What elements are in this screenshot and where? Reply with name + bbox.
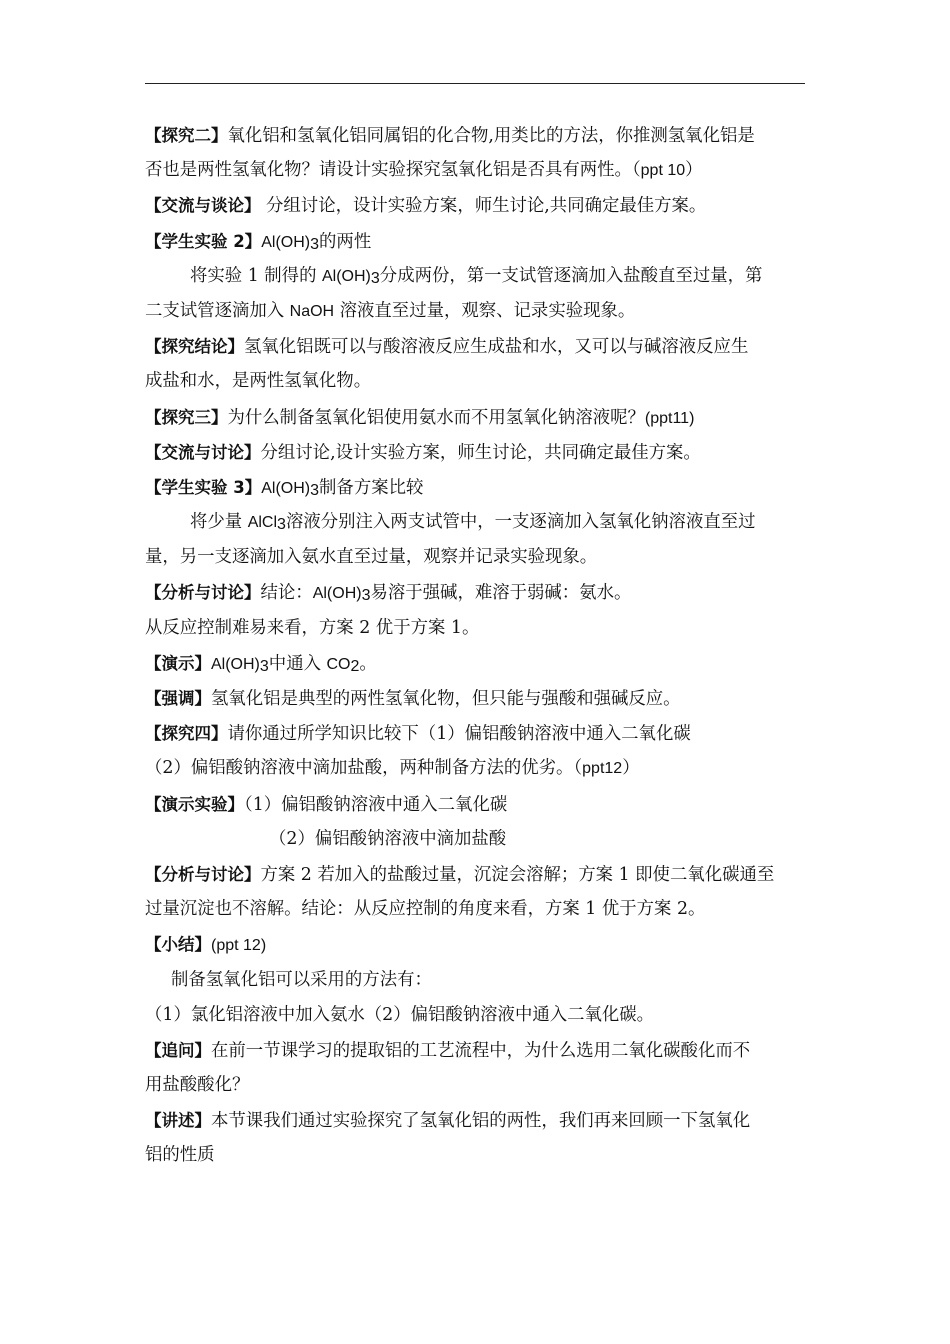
line-text: 在前一节课学习的提取铝的工艺流程中，为什么选用二氧化碳酸化而不 xyxy=(211,1040,751,1061)
paragraph-line xyxy=(145,927,810,962)
line-text: 从反应控制难易来看，方案 2 优于方案 1。 xyxy=(145,617,480,638)
paragraph-line xyxy=(145,575,810,610)
subscript: 3 xyxy=(361,587,371,605)
paragraph-line xyxy=(145,540,810,575)
paragraph-line xyxy=(145,998,810,1033)
section-label: 【学生实验 2】 xyxy=(145,231,262,251)
paragraph-line xyxy=(145,505,810,540)
ppt-ref: (ppt11) xyxy=(644,409,695,427)
section-label: 【探究四】 xyxy=(145,724,228,744)
section-label: 【学生实验 3】 xyxy=(145,477,262,497)
line-text: 用盐酸酸化？ xyxy=(145,1075,250,1096)
formula: Al(OH) xyxy=(312,585,362,603)
line-text: 中通入 xyxy=(268,653,327,674)
section-label: 【探究结论】 xyxy=(145,337,244,357)
line-text: 分组讨论,设计实验方案，师生讨论，共同确定最佳方案。 xyxy=(260,442,701,463)
section-label: 【强调】 xyxy=(145,689,211,708)
ppt-ref: ppt 10 xyxy=(640,162,686,180)
paragraph-line xyxy=(145,400,810,435)
line-text: （2）偏铝酸钠溶液中滴加盐酸 xyxy=(269,828,507,849)
section-label: 【分析与讨论】 xyxy=(145,583,261,603)
section-label: 【小结】 xyxy=(145,935,211,955)
paragraph-line xyxy=(145,329,810,364)
line-text: ） xyxy=(685,160,703,181)
paragraph-line xyxy=(145,716,810,751)
paragraph-line xyxy=(145,1138,810,1173)
line-text: 制备氢氧化铝可以采用的方法有： xyxy=(171,969,432,990)
line-text: 请你通过所学知识比较下（1）偏铝酸钠溶液中通入二氧化碳 xyxy=(227,724,691,745)
document-body xyxy=(145,118,810,1174)
paragraph-line xyxy=(145,259,810,294)
paragraph-line xyxy=(145,892,810,927)
paragraph-line xyxy=(145,153,810,188)
paragraph-line xyxy=(145,188,810,223)
line-text: 将少量 xyxy=(190,512,248,533)
paragraph-line xyxy=(145,364,810,399)
subscript: 3 xyxy=(370,269,380,287)
line-text: 将实验 1 制得的 xyxy=(190,265,322,286)
header-rule xyxy=(145,83,805,84)
subscript: 2 xyxy=(350,657,360,675)
line-text: 氧化铝和氢氧化铝同属铝的化合物,用类比的方法，你推测氢氧化铝是 xyxy=(227,126,755,146)
formula: NaOH xyxy=(289,302,335,320)
section-label: 【追问】 xyxy=(145,1040,211,1060)
paragraph-line xyxy=(145,787,810,822)
line-text: ） xyxy=(622,758,640,779)
line-text: 分组讨论，设计实验方案，师生讨论,共同确定最佳方案。 xyxy=(260,196,707,217)
line-text: 过量沉淀也不溶解。结论：从反应控制的角度来看，方案 1 优于方案 2。 xyxy=(145,899,706,920)
ppt-ref: (ppt 12) xyxy=(211,937,267,955)
line-text: 氢氧化铝是典型的两性氢氧化物，但只能与强酸和强碱反应。 xyxy=(211,689,681,709)
paragraph-line xyxy=(145,118,810,153)
subscript: 3 xyxy=(259,657,269,675)
section-label: 【分析与讨论】 xyxy=(145,864,261,884)
line-text: 溶液直至过量，观察、记录实验现象。 xyxy=(334,300,636,321)
line-text: 易溶于强碱，难溶于弱碱：氨水。 xyxy=(370,583,632,604)
ppt-ref: ppt12 xyxy=(582,760,623,778)
line-text: 成盐和水，是两性氢氧化物。 xyxy=(145,371,372,392)
subscript: 3 xyxy=(310,235,320,253)
section-label: 【演示实验】 xyxy=(145,794,244,814)
line-text: 二支试管逐滴加入 xyxy=(145,300,290,321)
line-text: 结论： xyxy=(260,583,313,604)
paragraph-line xyxy=(145,1068,810,1103)
line-text: 本节课我们通过实验探究了氢氧化铝的两性，我们再来回顾一下氢氧化 xyxy=(211,1111,751,1132)
line-text: 制备方案比较 xyxy=(319,477,424,498)
section-label: 【交流与谈论】 xyxy=(145,196,261,216)
paragraph-line xyxy=(145,1033,810,1068)
line-text: 为什么制备氢氧化铝使用氨水而不用氢氧化钠溶液呢？ xyxy=(227,407,645,428)
line-text: 的两性 xyxy=(319,231,372,252)
paragraph-line xyxy=(145,646,810,681)
section-label: 【探究三】 xyxy=(145,407,228,427)
line-text: 分成两份，第一支试管逐滴加入盐酸直至过量，第 xyxy=(379,265,763,286)
paragraph-line xyxy=(145,857,810,892)
formula: Al(OH) xyxy=(322,267,371,285)
line-text: 量，另一支逐滴加入氨水直至过量，观察并记录实验现象。 xyxy=(145,547,598,568)
paragraph-line xyxy=(145,224,810,259)
paragraph-line xyxy=(145,822,810,857)
paragraph-line xyxy=(145,470,810,505)
line-text: 溶液分别注入两支试管中，一支逐滴加入氢氧化钠溶液直至过 xyxy=(285,512,756,533)
line-text: 铝的性质 xyxy=(145,1145,215,1166)
paragraph-line xyxy=(145,1103,810,1138)
formula: Al(OH) xyxy=(261,479,311,497)
section-label: 【演示】 xyxy=(145,653,211,673)
subscript: 3 xyxy=(277,516,286,534)
line-text: （1）偏铝酸钠溶液中通入二氧化碳 xyxy=(244,794,508,815)
paragraph-line xyxy=(145,294,810,329)
line-text: 方案 2 若加入的盐酸过量，沉淀会溶解；方案 1 即使二氧化碳通至 xyxy=(260,864,775,885)
paragraph-line xyxy=(145,681,810,716)
formula: ) xyxy=(304,233,311,251)
paragraph-line xyxy=(145,611,810,646)
formula: AlCl xyxy=(247,514,278,532)
formula: CO xyxy=(326,655,351,673)
paragraph-line xyxy=(145,751,810,786)
line-text: 。 xyxy=(359,653,377,674)
section-label: 【探究二】 xyxy=(145,126,228,145)
line-text: 否也是两性氢氧化物？请设计实验探究氢氧化铝是否具有两性。（ xyxy=(145,160,641,181)
line-text: （2）偏铝酸钠溶液中滴加盐酸，两种制备方法的优劣。（ xyxy=(145,758,583,779)
paragraph-line xyxy=(145,435,810,470)
line-text: 氢氧化铝既可以与酸溶液反应生成盐和水，又可以与碱溶液反应生 xyxy=(244,337,749,358)
section-label: 【交流与讨论】 xyxy=(145,442,261,462)
formula: Al(OH xyxy=(261,233,305,251)
section-label: 【讲述】 xyxy=(145,1111,211,1131)
formula: Al(OH) xyxy=(211,655,260,673)
subscript: 3 xyxy=(310,481,320,499)
line-text: （1）氯化铝溶液中加入氨水（2）偏铝酸钠溶液中通入二氧化碳。 xyxy=(145,1004,655,1025)
paragraph-line xyxy=(145,963,810,998)
